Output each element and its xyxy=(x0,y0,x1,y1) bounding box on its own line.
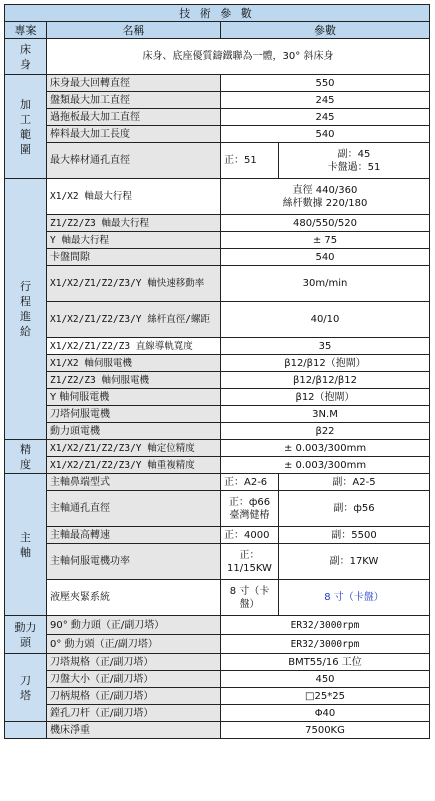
category-range: 加 工 範 圍 xyxy=(5,75,47,179)
spec-name: 卡盤間隙 xyxy=(47,249,221,266)
spec-main: 正：4000 xyxy=(221,527,279,544)
spec-sub: 副：5500 xyxy=(279,527,430,544)
spec-name: 盤類最大加工直徑 xyxy=(47,92,221,109)
spec-name: 主軸通孔直徑 xyxy=(47,491,221,527)
category-precision: 精 度 xyxy=(5,440,47,474)
spec-value: ER32/3000rpm xyxy=(221,635,430,654)
spec-name: 刀盤大小（正/副刀塔） xyxy=(47,671,221,688)
spec-value: β12/β12/β12 xyxy=(221,372,430,389)
spec-main: 正：A2-6 xyxy=(221,474,279,491)
spec-name: 主軸最高轉速 xyxy=(47,527,221,544)
spec-name: X1/X2/Z1/Z2/Z3/Y 絲杆直徑/螺距 xyxy=(47,302,221,338)
category-spindle: 主 軸 xyxy=(5,474,47,616)
spec-main: 8 寸（卡 盤） xyxy=(221,580,279,616)
spec-value: β12（抱閘） xyxy=(221,389,430,406)
category-blank xyxy=(5,722,47,739)
spec-value: 3N.M xyxy=(221,406,430,423)
spec-name: X1/X2/Z1/Z2/Z3/Y 軸快速移動率 xyxy=(47,266,221,302)
spec-name: X1/X2/Z1/Z2/Z3/Y 軸重複精度 xyxy=(47,457,221,474)
spec-value: ± 0.003/300mm xyxy=(221,440,430,457)
spec-value: 450 xyxy=(221,671,430,688)
spec-value: 550 xyxy=(221,75,430,92)
spec-table xyxy=(4,4,430,739)
bore-sub: 副：45 卡盤過：51 xyxy=(279,143,430,179)
spec-name: Y 軸最大行程 xyxy=(47,232,221,249)
spec-name: X1/X2/Z1/Z2/Z3/Y 軸定位精度 xyxy=(47,440,221,457)
bore-main: 正：51 xyxy=(221,143,279,179)
spec-name: Z1/Z2/Z3 軸伺服電機 xyxy=(47,372,221,389)
spec-value: 480/550/520 xyxy=(221,215,430,232)
spec-main: 正：ф66 臺灣健椿 xyxy=(221,491,279,527)
spec-name: X1/X2 軸伺服電機 xyxy=(47,355,221,372)
category-travel: 行 程 進 給 xyxy=(5,179,47,440)
spec-name: X1/X2/Z1/Z2/Z3 直線導軌寬度 xyxy=(47,338,221,355)
spec-sheet xyxy=(4,4,429,797)
spec-name: 機床淨重 xyxy=(47,722,221,739)
spec-name: Y 軸伺服電機 xyxy=(47,389,221,406)
spec-name: X1/X2 軸最大行程 xyxy=(47,179,221,215)
spec-name: 主軸伺服電機功率 xyxy=(47,544,221,580)
category-power-head: 動力 頭 xyxy=(5,616,47,654)
table-caption: 技 術 參 數 xyxy=(5,5,430,22)
spec-value: β22 xyxy=(221,423,430,440)
spec-main: 正： 11/15KW xyxy=(221,544,279,580)
spec-sub: 副：17KW xyxy=(279,544,430,580)
spec-value: 245 xyxy=(221,109,430,126)
spec-value: 35 xyxy=(221,338,430,355)
category-bed: 床 身 xyxy=(5,39,47,75)
spec-value: Φ40 xyxy=(221,705,430,722)
spec-name: 動力頭電機 xyxy=(47,423,221,440)
category-turret: 刀 塔 xyxy=(5,654,47,722)
spec-value: ER32/3000rpm xyxy=(221,616,430,635)
spec-name: 刀柄規格（正/副刀塔） xyxy=(47,688,221,705)
header-param: 參數 xyxy=(221,22,430,39)
spec-value: □25*25 xyxy=(221,688,430,705)
header-project: 專案 xyxy=(5,22,47,39)
spec-name: 鏜孔刀杆（正/副刀塔） xyxy=(47,705,221,722)
spec-name: Z1/Z2/Z3 軸最大行程 xyxy=(47,215,221,232)
spec-value: 直徑 440/360 絲杆數據 220/180 xyxy=(221,179,430,215)
spec-value: ± 75 xyxy=(221,232,430,249)
spec-name: 刀塔伺服電機 xyxy=(47,406,221,423)
spec-name: 90° 動力頭（正/副刀塔） xyxy=(47,616,221,635)
spec-name: 棒料最大加工長度 xyxy=(47,126,221,143)
spec-name: 過拖板最大加工直徑 xyxy=(47,109,221,126)
spec-value: 540 xyxy=(221,126,430,143)
spec-value: BMT55/16 工位 xyxy=(221,654,430,671)
spec-value: β12/β12（抱閘） xyxy=(221,355,430,372)
spec-value: ± 0.003/300mm xyxy=(221,457,430,474)
spec-sub: 8 寸（卡盤） xyxy=(279,580,430,616)
spec-sub: 副：ф56 xyxy=(279,491,430,527)
header-name: 名稱 xyxy=(47,22,221,39)
spec-name: 床身最大回轉直徑 xyxy=(47,75,221,92)
spec-value: 7500KG xyxy=(221,722,430,739)
spec-value: 245 xyxy=(221,92,430,109)
spec-name: 0° 動力頭（正/副刀塔） xyxy=(47,635,221,654)
spec-value: 30m/min xyxy=(221,266,430,302)
spec-name: 主軸鼻端型式 xyxy=(47,474,221,491)
spec-name: 最大棒材通孔直徑 xyxy=(47,143,221,179)
spec-value: 40/10 xyxy=(221,302,430,338)
spec-name: 刀塔規格（正/副刀塔） xyxy=(47,654,221,671)
spec-sub: 副：A2-5 xyxy=(279,474,430,491)
bed-description: 床身、底座優質鑄鐵聯為一體，30° 斜床身 xyxy=(47,39,430,75)
spec-name: 液壓夾緊系統 xyxy=(47,580,221,616)
spec-value: 540 xyxy=(221,249,430,266)
